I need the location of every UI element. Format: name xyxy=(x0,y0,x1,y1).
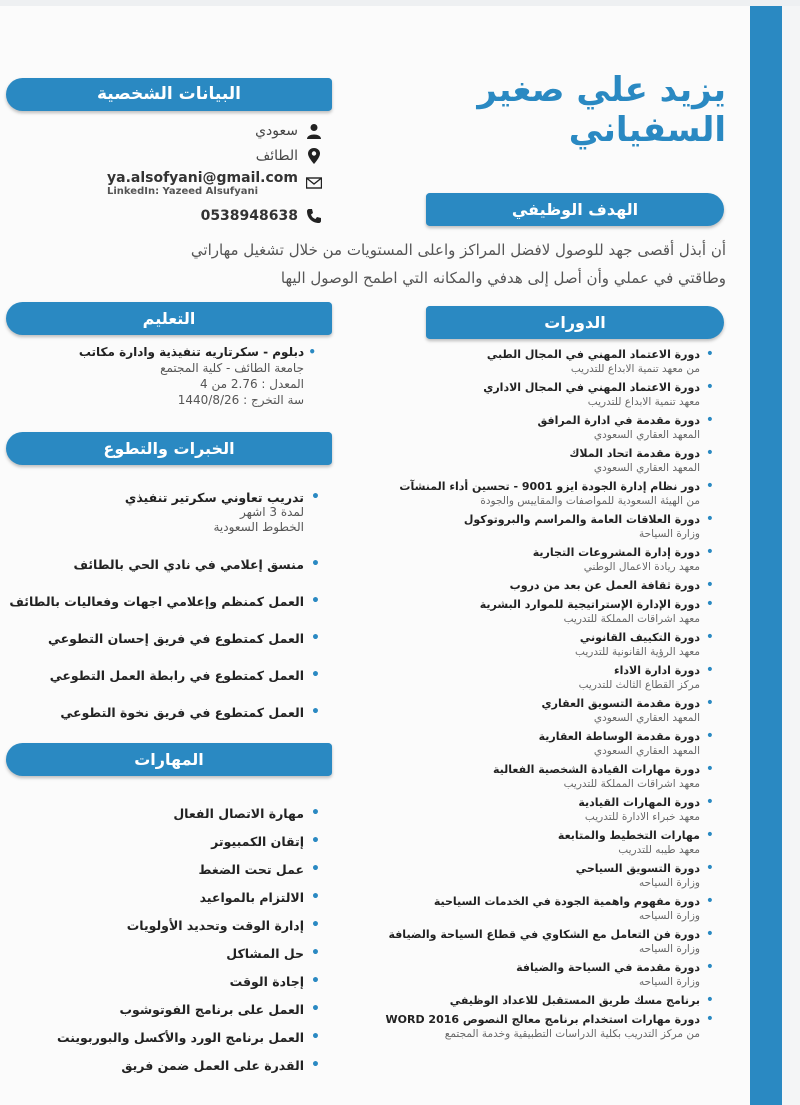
email-link[interactable]: ya.alsofyani@gmail.com xyxy=(107,170,298,186)
phone-icon xyxy=(306,208,322,224)
heading-skills: المهارات xyxy=(6,743,332,776)
course-item xyxy=(374,730,714,758)
course-title: • دورة مقدمة اتحاد الملاك xyxy=(569,447,700,460)
heading-experience: الخبرات والتطوع xyxy=(6,432,332,465)
experience-item: • العمل كمنظم وإعلامي اجهات وفعاليات بالطائف xyxy=(0,594,320,609)
course-institution: وزارة السياحة xyxy=(639,528,700,540)
education-graduation: سة التخرج : 1440/8/26 xyxy=(177,393,304,407)
nationality-text: سعودي xyxy=(255,123,298,139)
education-gpa: المعدل : 2.76 من 4 xyxy=(200,377,304,391)
course-item xyxy=(374,631,714,659)
skills-list xyxy=(0,806,320,1086)
courses-list xyxy=(374,348,714,1046)
course-institution: معهد ريادة الاعمال الوطني xyxy=(583,561,700,573)
course-item xyxy=(374,381,714,409)
person-icon xyxy=(306,123,322,139)
page-edge xyxy=(782,6,800,1105)
contact-nationality xyxy=(255,123,322,139)
candidate-name: يزيد علي صغير السفياني xyxy=(477,70,726,150)
city-text: الطائف xyxy=(255,148,298,164)
course-institution: معهد تنمية الابداع للتدريب xyxy=(587,396,700,408)
course-institution: وزارة السياحه xyxy=(639,943,700,955)
contact-city xyxy=(256,148,322,164)
course-institution: معهد خبراء الادارة للتدريب xyxy=(584,811,700,823)
accent-sidebar-bar xyxy=(750,6,782,1105)
course-title: • دورة المهارات القيادية xyxy=(578,796,700,809)
location-pin-icon xyxy=(306,148,322,164)
course-institution: معهد اشراقات المملكة للتدريب xyxy=(563,778,700,790)
course-title: • دورة إدارة المشروعات التجارية xyxy=(532,546,700,559)
course-institution: مركز القطاع الثالث للتدريب xyxy=(578,679,700,691)
course-item xyxy=(374,447,714,475)
course-item xyxy=(374,348,714,376)
skill-item: • عمل تحت الضغط xyxy=(0,862,320,877)
course-title: • دورة التكييف القانوني xyxy=(579,631,700,644)
course-title: • دورة ثقافة العمل عن بعد من دروب xyxy=(509,579,700,592)
contact-phone xyxy=(201,208,322,224)
education-institution: جامعة الطائف - كلية المجتمع xyxy=(160,361,304,375)
experience-item: • العمل كمتطوع في رابطة العمل التطوعي xyxy=(0,668,320,683)
course-title: • دورة مهارات استخدام برنامج معالج النصوص WORD 2016 xyxy=(385,1013,700,1026)
top-border xyxy=(0,0,800,6)
course-item xyxy=(374,598,714,626)
course-title: • دورة التسويق السياحي xyxy=(575,862,700,875)
course-institution: المعهد العقاري السعودي xyxy=(593,745,700,757)
heading-education: التعليم xyxy=(6,302,332,335)
course-institution: من مركز التدريب بكلية الدراسات التطبيقية وخدمة المجتمع xyxy=(444,1028,700,1040)
linkedin-text[interactable]: LinkedIn: Yazeed Alsufyani xyxy=(107,186,259,197)
course-institution: المعهد العقاري السعودي xyxy=(593,712,700,724)
experience-item: • العمل كمتطوع في فريق إحسان التطوعي xyxy=(0,631,320,646)
course-title: • دورة مقدمة في السياحة والضيافة xyxy=(516,961,700,974)
course-title: • دورة الإدارة الإستراتيجية للموارد البشرية xyxy=(479,598,700,611)
course-item xyxy=(374,664,714,692)
heading-personal-info: البيانات الشخصية xyxy=(6,78,332,111)
heading-courses: الدورات xyxy=(426,306,724,339)
course-institution: وزارة السياحه xyxy=(639,910,700,922)
objective-text xyxy=(170,236,726,292)
course-title: • دورة الاعتماد المهني في المجال الاداري xyxy=(483,381,700,394)
objective-line-1: أن أبذل أقصى جهد للوصول لافضل المراكز واعلى المستويات من خلال تشغيل مهاراتي xyxy=(190,241,726,259)
course-institution: معهد اشراقات المملكة للتدريب xyxy=(563,613,700,625)
education-block xyxy=(16,344,316,408)
course-institution: المعهد العقاري السعودي xyxy=(593,462,700,474)
course-item xyxy=(374,829,714,857)
course-title: • دورة مفهوم واهمية الجودة في الخدمات السياحية xyxy=(433,895,700,908)
skill-item: • الالتزام بالمواعيد xyxy=(0,890,320,905)
skill-item: • العمل على برنامج الفوتوشوب xyxy=(0,1002,320,1017)
course-title: • دورة فن التعامل مع الشكاوي في قطاع السياحة والضيافة xyxy=(388,928,700,941)
heading-objective: الهدف الوظيفي xyxy=(426,193,724,226)
course-institution: من الهيئة السعودية للمواصفات والمقاييس والجودة xyxy=(480,495,700,507)
course-title: • دورة مقدمة في ادارة المرافق xyxy=(537,414,700,427)
course-title: • برنامج مسك طريق المستقبل للاعداد الوظيفي xyxy=(449,994,700,1007)
course-title: • دور نظام إدارة الجودة ايزو 9001 - تحسين أداء المنشآت xyxy=(399,480,700,493)
skill-item: • إدارة الوقت وتحديد الأولويات xyxy=(0,918,320,933)
course-title: • دورة مهارات القيادة الشخصية الفعالية xyxy=(492,763,700,776)
course-title: • دورة الاعتماد المهني في المجال الطبي xyxy=(486,348,700,361)
course-item xyxy=(374,697,714,725)
course-item xyxy=(374,961,714,989)
skill-item: • إجادة الوقت xyxy=(0,974,320,989)
course-institution: وزارة السياحه xyxy=(639,877,700,889)
education-degree: • دبلوم - سكرتاريه تنفيذية وادارة مكاتب xyxy=(78,345,316,359)
course-institution: المعهد العقاري السعودي xyxy=(593,429,700,441)
course-item xyxy=(374,579,714,593)
experience-item: • العمل كمتطوع في فريق نخوة التطوعي xyxy=(0,705,320,720)
skill-item: • مهارة الاتصال الفعال xyxy=(0,806,320,821)
course-item xyxy=(374,763,714,791)
course-title: • دورة العلاقات العامة والمراسم والبروتوكول xyxy=(463,513,700,526)
skill-item: • إتقان الكمبيوتر xyxy=(0,834,320,849)
skill-item: • القدرة على العمل ضمن فريق xyxy=(0,1058,320,1073)
course-item xyxy=(374,414,714,442)
course-title: • مهارات التخطيط والمتابعة xyxy=(557,829,700,842)
skill-item: • العمل برنامج الورد والأكسل والبوربوينت xyxy=(0,1030,320,1045)
envelope-icon xyxy=(306,175,322,191)
course-institution: معهد الرؤية القانونية للتدريب xyxy=(575,646,700,658)
course-item xyxy=(374,994,714,1008)
course-institution: معهد طيبه للتدريب xyxy=(618,844,700,856)
experience-item: • تدريب تعاوني سكرتير تنفيذي لمدة 3 اشهر الخطوط السعودية xyxy=(0,490,320,535)
course-title: • دورة مقدمة التسويق العقاري xyxy=(541,697,700,710)
course-institution: وزارة السياحه xyxy=(639,976,700,988)
course-item xyxy=(374,546,714,574)
course-item xyxy=(374,796,714,824)
course-institution: من معهد تنمية الابداع للتدريب xyxy=(570,363,700,375)
course-item xyxy=(374,928,714,956)
phone-text[interactable]: 0538948638 xyxy=(200,208,298,224)
objective-line-2: وطاقتي في عملي وأن أصل إلى هدفي والمكانه التي اطمح الوصول اليها xyxy=(280,269,726,287)
experience-list xyxy=(0,490,320,720)
experience-item: • منسق إعلامي في نادي الحي بالطائف xyxy=(0,557,320,572)
course-item xyxy=(374,513,714,541)
contact-email xyxy=(107,170,322,197)
skill-item: • حل المشاكل xyxy=(0,946,320,961)
course-item xyxy=(374,895,714,923)
course-item xyxy=(374,480,714,508)
course-item xyxy=(374,1013,714,1041)
course-title: • دورة ادارة الاداء xyxy=(614,664,700,677)
course-item xyxy=(374,862,714,890)
course-title: • دورة مقدمة الوساطة العقارية xyxy=(538,730,700,743)
